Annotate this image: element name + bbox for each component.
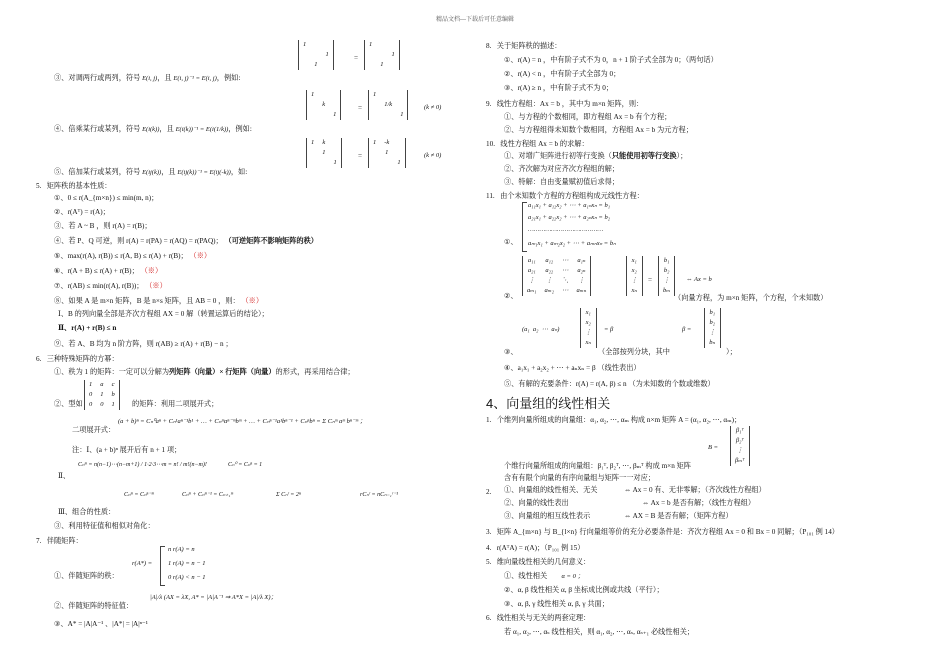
column-block-row: (a₁ a₂ ⋯ aₙ) [522,326,560,333]
item-4: ④、倍乘某行或某列，符号 E(i(k))，且 E(i(k))⁻¹ = E(i(1/k))，例如: [54,125,252,133]
matrix-form-note: （向量方程，为 m×n 矩阵，个方程，个未知数） [674,294,828,302]
power-method-2-desc: 的矩阵：利用二项展开式； [132,400,219,408]
matrix-scale-example: 1 k 1 [306,90,341,120]
system-brace [522,202,527,252]
rank-property-2: ②、r(Aᵀ) = r(A)； [54,208,110,216]
note-3-label: Ⅲ、组合的性质： [58,508,116,516]
adjugate-case-1: n r(A) = n [168,546,195,553]
form-5: ⑤、有解的充要条件：r(A) = r(A, β) ≤ n （为未知数的个数或维数） [504,380,715,388]
vector-item-2-1b: ⇔ Ax = 0 有、无非零解；（齐次线性方程组） [624,486,766,494]
combination-sum: Σ Cₙʳ = 2ⁿ [276,492,301,498]
rank-desc-2: ②、r(A) < n ，中有阶子式全部为 0； [504,70,621,78]
rank-property-3: ③、若 A ~ B ，则 r(A) = r(B)； [54,222,152,230]
rank-property-6: ⑥、r(A + B) ≤ r(A) + r(B)； （※） [54,267,163,275]
matrix-add-example: 1 k 1 1 [306,138,342,168]
coefficient-matrix: a₁₁ a₁₂ ⋯ a₁ₙ a₂₁ a₂₂ ⋯ a₂ₙ ⋮ ⋮ ⋱ ⋮ aₘ₁ aₘ₂ ⋯ aₘₙ [522,256,591,296]
adjugate-eigenvalue-formula: |A|/λ (AX = λX, A* = |A|A⁻¹ ⇒ A*X = |A|/λ X)； [150,594,278,601]
combination-symmetry: Cₙᵐ = Cₙⁿ⁻ᵐ [124,492,154,498]
beta-vector: b₁ b₂ ⋮ bₙ [704,308,721,348]
beta-definition-label: β = [682,326,692,333]
vector-item-2-2b: ⇔ Ax = b 是否有解；（线性方程组） [642,499,756,507]
solve-step-1: ①、对增广矩阵进行初等行变换（只能使用初等行变换）； [504,152,688,160]
binomial-label: 二项展开式： [72,426,116,434]
rank-property-4: ④、若 P、Q 可逆，则 r(A) = r(PA) = r(AQ) = r(PAQ)； （可逆矩阵不影响矩阵的秩） [54,237,318,245]
matrix-form-equivalence: ⇔ Ax = b [686,276,712,283]
equals-sign: = [648,276,653,284]
power-method-1: ①、秩为 1 的矩阵：一定可以分解为列矩阵（向量）× 行矩阵（向量）的形式，再采用结合律； [54,368,355,376]
vector-item-6: 6. 线性相关与无关的两套定理： [486,614,591,622]
solve-step-3: ③、特解：自由变量赋初值后求得； [504,178,620,186]
rank-property-5: ⑤、max(r(A), r(B)) ≤ r(A, B) ≤ r(A) + r(B)； （※） [54,252,212,260]
rank-desc-3: ③、r(A) ≥ n ，中有阶子式不为 0； [504,84,614,92]
vector-item-2-3b: ⇔ AX = B 是否有解；（矩阵方程） [624,512,733,520]
note-2-label: Ⅱ、 [58,472,71,480]
column-form-rhs: = β [604,326,614,333]
vector-item-5: 5. 维向量线性相关的几何意义： [486,558,591,566]
system-desc-1: ①、与方程的个数相同，即方程组 Ax = b 有个方程； [504,113,672,121]
section-7-heading: 7. 伴随矩阵： [36,537,83,545]
rank-property-8: ⑧、如果 A 是 m×n 矩阵，B 是 n×s 矩阵，且 AB = 0 ，则： （※） [54,297,264,305]
form-2-label: ②、 [504,292,518,300]
adjugate-eigenvalue: ②、伴随矩阵的特征值： [54,602,134,610]
section-5-heading: 5. 矩阵秩的基本性质： [36,182,112,190]
piecewise-brace [160,546,165,586]
vector-item-1c: 含有有限个向量的有序向量组与矩阵一一对应； [504,474,655,482]
condition-k-nonzero: (k ≠ 0) [424,152,442,159]
equation-row-1: a₁₁x₁ + a₁₂x₂ + ⋯ + a₁ₙxₙ = b₁ [528,202,610,209]
equals-sign: = [358,152,363,160]
form-1-label: ①、 [504,238,518,246]
section-8-heading: 8. 关于矩阵秩的描述： [486,42,562,50]
row-matrix-label: B = [708,444,718,451]
equation-row-3: ………………………………… [528,226,604,233]
equals-sign: = [354,54,359,62]
matrix-upper-triangular: 1 a c 0 1 b 0 0 1 [84,380,120,410]
adjugate-rank-formula: r(A*) = [132,560,153,567]
geometric-meaning-3: ③、α, β, γ 线性相关 α, β, γ 共面； [504,600,609,608]
condition-k-nonzero: (k ≠ 0) [424,104,442,111]
power-method-2: ②、型如 [54,400,83,408]
solve-step-2: ②、齐次解为对应齐次方程组的解； [504,165,620,173]
unknown-vector-2: x₁ x₂ ⋮ xₙ [580,308,597,348]
combination-formula: Cₙᵐ = n(n−1)⋯(n−m+1) / 1·2·3⋯m = n! / m!(n−m)! [78,462,207,468]
rank-desc-1: ①、r(A) = n ，中有阶子式不为 0，n + 1 阶子式全部为 0；（两句话） [504,56,718,64]
matrix-swap-inverse: 1 1 1 [364,40,400,70]
geometric-meaning-1: ①、线性相关 α = 0 ； [504,572,584,580]
rank-property-7: ⑦、r(AB) ≤ min(r(A), r(B))； （※） [54,282,167,290]
unknown-vector: x₁ x₂ ⋮ xₙ [626,256,643,296]
theorem-line-1: 若 α₁, α₂, ⋯, αₛ 线性相关，则 α₁, α₂, ⋯, αₛ, αₛ₊₁ 必线性相关； [504,628,695,636]
vector-item-2-1: ①、向量组的线性相关、无关 [504,486,598,494]
rank-property-8-i: Ⅰ、B 的列向量全部是齐次方程组 AX = 0 解（转置运算后的结论）； [58,310,269,318]
section-10-heading: 10. 线性方程组 Ax = b 的求解： [486,140,589,148]
equation-row-4: aₘ₁x₁ + aₘ₂x₂ + ⋯ + aₘₙxₙ = bₙ [528,240,616,247]
vector-item-2-3: ③、向量组的相互线性表示 [504,512,591,520]
combination-boundary: Cₙ⁰ = Cₙⁿ = 1 [228,462,263,468]
rank-property-9: ⑨、若 A、B 均为 n 阶方阵，则 r(AB) ≥ r(A) + r(B) − n ； [54,340,233,348]
column-form-end: ）； [726,348,737,356]
vector-item-1b: 个维行向量所组成的向量组：β₁ᵀ, β₂ᵀ, ⋯, βₘᵀ 构成 m×n 矩阵 [504,462,691,470]
vector-item-2-2: ②、向量的线性表出 [504,499,569,507]
combination-pascal: Cₙᵐ + Cₙᵐ⁻¹ = Cₙ₊₁ᵐ [182,492,233,498]
adjugate-case-3: 0 r(A) < n − 1 [168,574,206,581]
section-4-title: 4、向量组的线性相关 [486,396,611,411]
geometric-meaning-2: ②、α, β 线性相关 α, β 坐标成比例或共线（平行）； [504,586,664,594]
matrix-scale-inverse: 1 1/k 1 [368,90,408,120]
rank-property-8-ii: Ⅱ、r(A) + r(B) ≤ n [58,324,117,332]
power-method-3: ③、利用特征值和相似对角化： [54,522,155,530]
adjugate-case-2: 1 r(A) = n − 1 [168,560,206,567]
section-11-heading: 11. 由个未知数个方程的方程组构成元线性方程： [486,192,644,200]
system-desc-2: ②、与方程组得未知数个数相同，方程组 Ax = b 为元方程； [504,126,693,134]
matrix-add-inverse: 1 -k 1 1 [368,138,406,168]
equation-row-2: a₂₁x₁ + a₂₂x₂ + ⋯ + a₂ₙxₙ = b₂ [528,214,610,221]
item-5: ⑤、倍加某行或某列，符号 E(ij(k))，且 E(ij(k))⁻¹ = E(ij(-k))，如: [54,168,248,176]
row-vector-matrix: β₁ᵀ β₂ᵀ ⋮ βₘᵀ [730,426,750,466]
vector-item-1: 1. 个维列向量所组成的向量组：α₁, α₂, ⋯, αₘ 构成 n×m 矩阵 A = (α₁, α₂, ⋯, αₘ)； [486,416,742,424]
form-4: ④、a₁x₁ + a₂x₂ + ⋯ + aₙxₙ = β （线性表出） [504,364,641,372]
vector-item-4: 4. r(AᵀA) = r(A)；（P₁₀₁ 例 15） [486,544,585,552]
combination-identity: rCₙʳ = nCₙ₋₁ʳ⁻¹ [360,492,399,498]
adjugate-identity: ③、A* = |A|A⁻¹ 、|A*| = |A|ⁿ⁻¹ [54,620,148,628]
adjugate-rank: ①、伴随矩阵的秩： [54,572,119,580]
item-3: ③、对调两行或两列，符号 E(i, j)，且 E(i, j)⁻¹ = E(i, j)，例如: [54,74,241,82]
vector-item-3: 3. 矩阵 A_{m×n} 与 B_{l×n} 行向量组等价的充分必要条件是：齐次方程组 Ax = 0 和 Bx = 0 同解；（P₁₀₁ 例 14） [486,528,839,536]
rank-property-1: ①、0 ≤ r(A_{m×n}) ≤ min(m, n)； [54,194,159,202]
note-1: 注：Ⅰ、(a + b)ⁿ 展开后有 n + 1 项； [72,446,182,454]
page-header: 精品文档---下载后可任意编辑 [436,17,514,23]
equals-sign: = [358,104,363,112]
vector-item-2-no: 2. [486,488,492,496]
form-3-label: ③、 [504,348,518,356]
constant-vector: b₁ b₂ ⋮ bₘ [658,256,675,296]
matrix-swap-example: 1 1 1 [298,40,334,70]
binomial-formula: (a + b)ⁿ = Cₙ⁰aⁿ + Cₙ¹aⁿ⁻¹b¹ + … + Cₙᵐaⁿ⁻ᵐbᵐ + … + Cₙⁿ⁻¹a¹bⁿ⁻¹ + Cₙⁿbⁿ = Σ Cₙᵐ aᵐ bⁿ⁻ᵐ ； [118,418,367,425]
section-9-heading: 9. 线性方程组：Ax = b ，其中为 m×n 矩阵，则： [486,100,644,108]
column-form-note: （全部按列分块，其中 [598,348,670,356]
section-6-heading: 6. 三种特殊矩阵的方幂： [36,355,119,363]
